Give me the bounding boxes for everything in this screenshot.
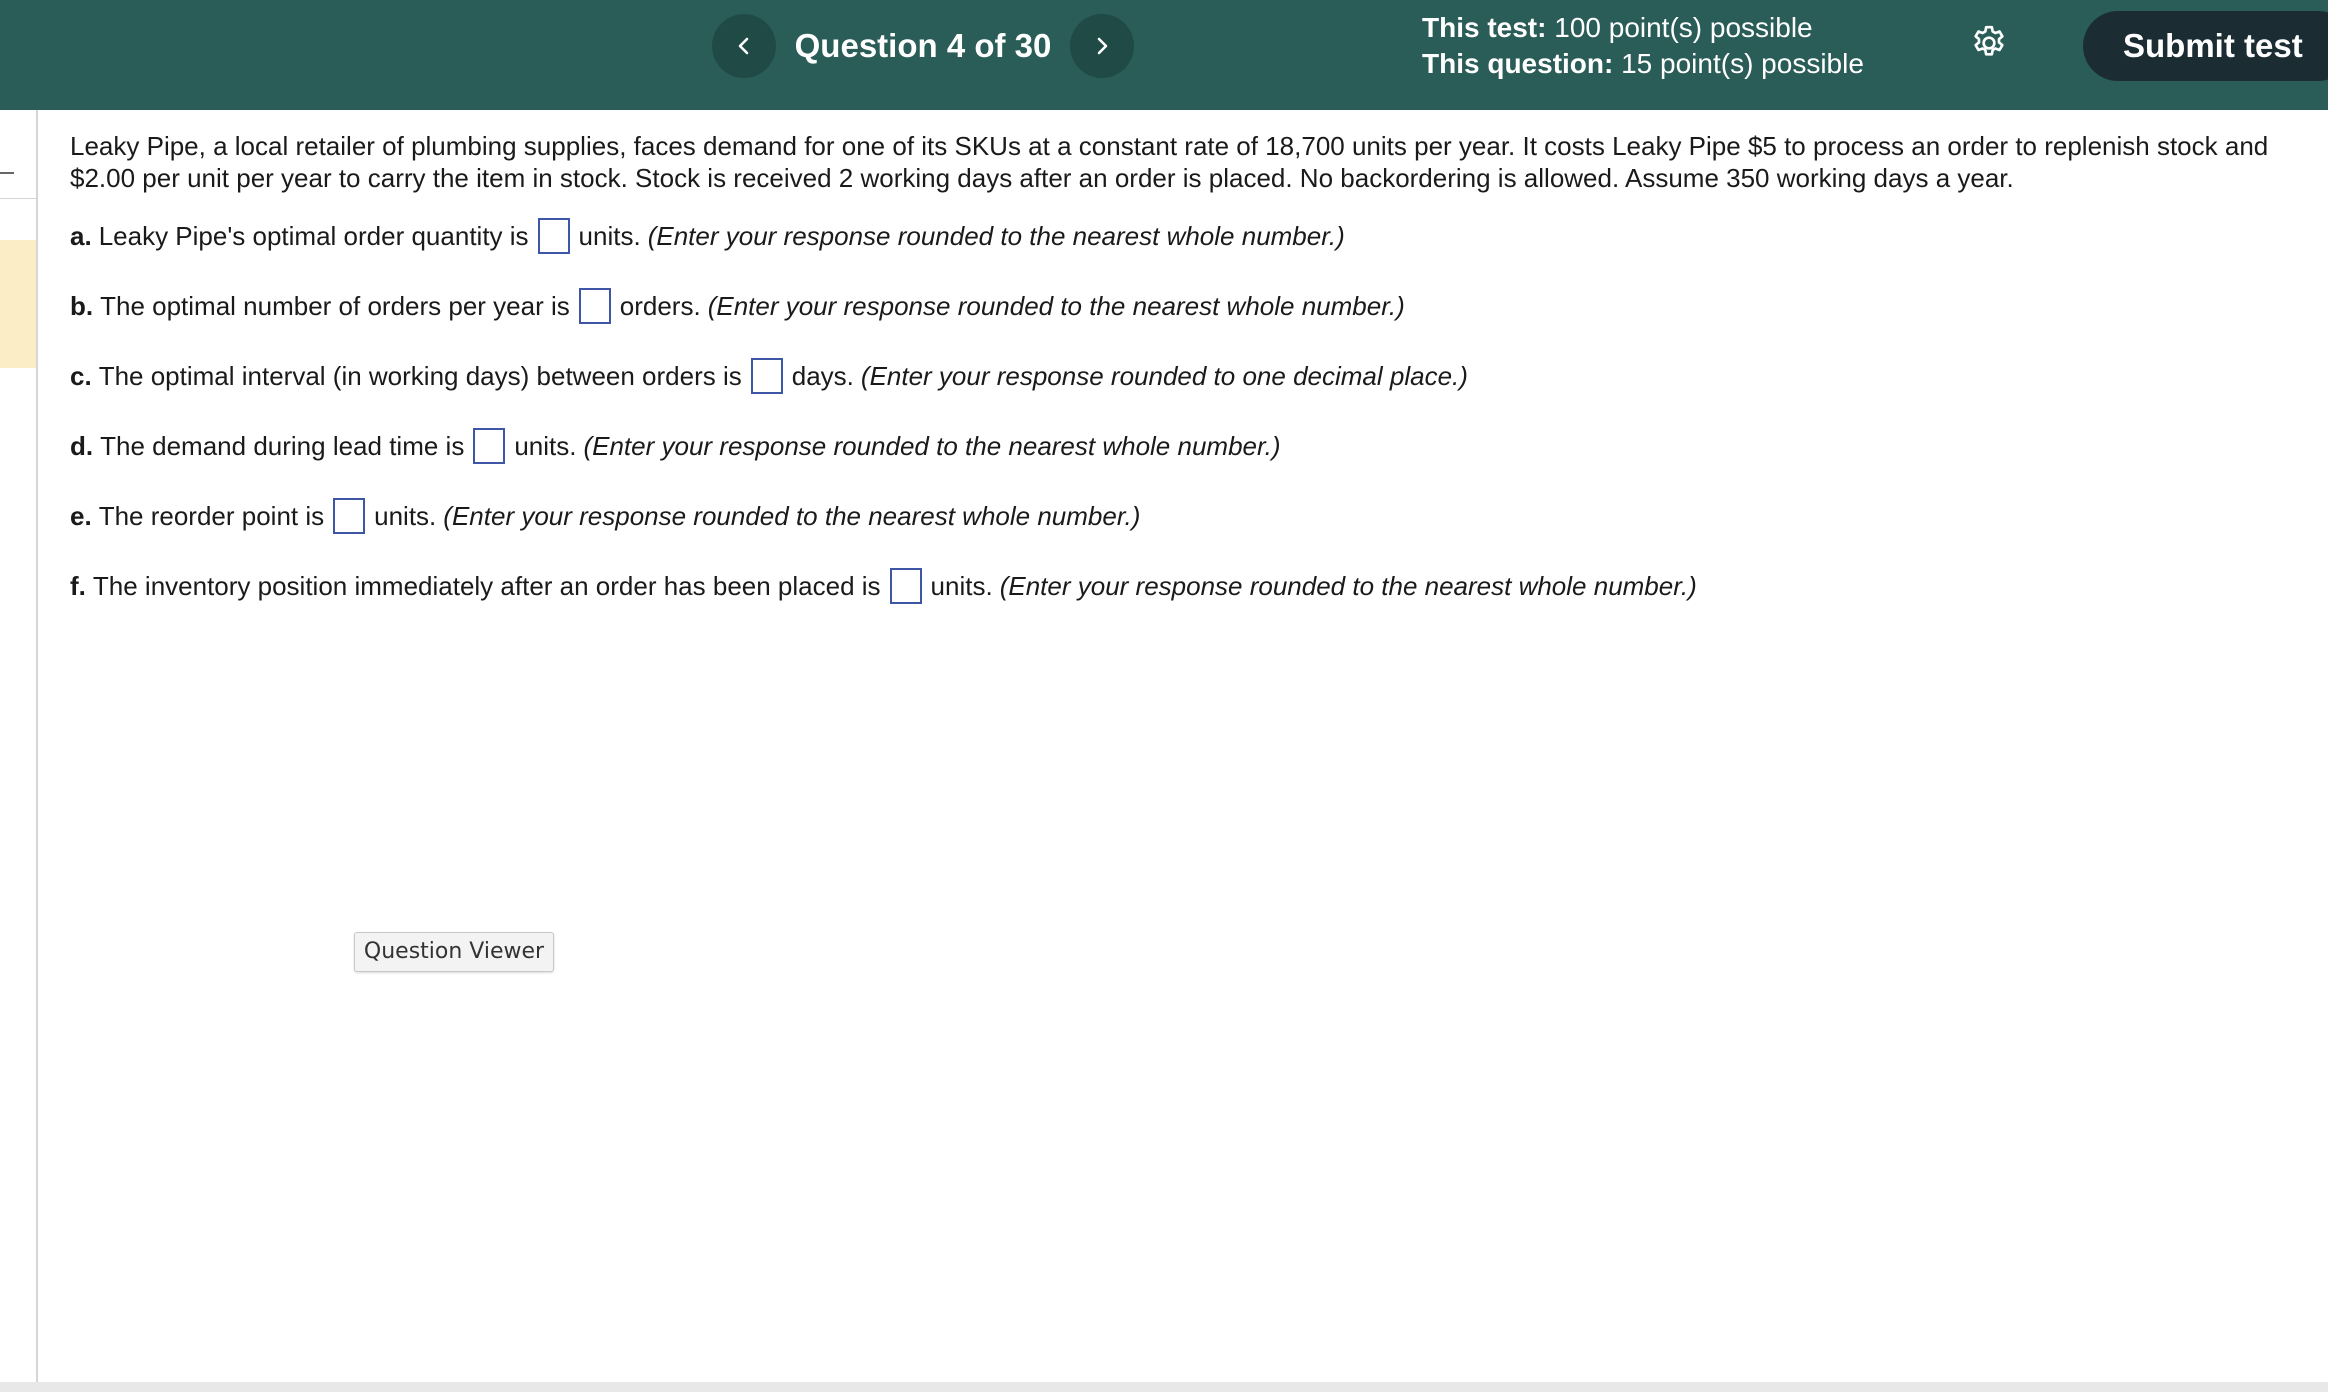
next-question-button[interactable] [1070, 14, 1134, 78]
chevron-right-icon [1092, 36, 1112, 56]
part-hint: (Enter your response rounded to one decimal place.) [860, 361, 1468, 391]
part-text: The optimal number of orders per year is [100, 291, 570, 321]
part-hint: (Enter your response rounded to the nearest whole number.) [647, 221, 1345, 251]
part-hint: (Enter your response rounded to the nearest whole number.) [443, 501, 1141, 531]
answer-input-b[interactable] [579, 288, 611, 324]
this-question-value: 15 point(s) possible [1621, 48, 1864, 79]
part-text: Leaky Pipe's optimal order quantity is [98, 221, 529, 251]
this-question-label: This question: [1422, 48, 1614, 79]
rail-divider [0, 198, 36, 199]
part-unit: orders. [619, 291, 701, 321]
part-text: The optimal interval (in working days) between orders is [98, 361, 742, 391]
question-viewer-button[interactable]: Question Viewer [354, 932, 554, 972]
part-text: The demand during lead time is [100, 431, 465, 461]
part-text: The inventory position immediately after an order has been placed is [92, 571, 881, 601]
this-test-value: 100 point(s) possible [1554, 12, 1813, 43]
left-rail [0, 110, 38, 1382]
part-hint: (Enter your response rounded to the nearest whole number.) [707, 291, 1405, 321]
question-content [70, 130, 2280, 601]
answer-input-c[interactable] [751, 358, 783, 394]
previous-question-button[interactable] [712, 14, 776, 78]
part-text: The reorder point is [98, 501, 325, 531]
part-hint: (Enter your response rounded to the nearest whole number.) [999, 571, 1697, 601]
part-letter: b. [70, 291, 94, 321]
part-hint: (Enter your response rounded to the nearest whole number.) [583, 431, 1281, 461]
chevron-left-icon [734, 36, 754, 56]
answer-input-d[interactable] [473, 428, 505, 464]
part-unit: units. [374, 501, 437, 531]
question-part-a [70, 218, 1345, 254]
rail-collapse-handle[interactable] [0, 172, 14, 174]
question-part-b [70, 288, 1405, 324]
this-question-points [1422, 46, 1864, 82]
part-letter: f. [70, 571, 86, 601]
part-unit: units. [578, 221, 641, 251]
part-unit: days. [791, 361, 854, 391]
top-header [0, 0, 2328, 110]
answer-input-e[interactable] [333, 498, 365, 534]
this-test-points [1422, 10, 1864, 46]
submit-test-button[interactable]: Submit test [2083, 11, 2328, 81]
bottom-scrollbar[interactable] [0, 1382, 2328, 1392]
this-test-label: This test: [1422, 12, 1547, 43]
question-part-f [70, 568, 1697, 604]
question-part-e [70, 498, 1140, 534]
gear-icon [1969, 23, 2009, 63]
rail-current-marker [0, 240, 36, 368]
question-part-d [70, 428, 1281, 464]
answer-input-f[interactable] [890, 568, 922, 604]
question-part-c [70, 358, 1468, 394]
answer-input-a[interactable] [538, 218, 570, 254]
part-letter: c. [70, 361, 92, 391]
points-info [1422, 10, 1864, 82]
question-intro: Leaky Pipe, a local retailer of plumbing supplies, faces demand for one of its SKUs at a constant rate of 18,700 units per year. It costs Leaky Pipe $5 to process an order to replenish stock and $2.00 per unit per year to carry the item in stock. Stock is received 2 working days after an order is placed. No backordering is allowed. Assume 350 working days a year. [70, 131, 2269, 193]
question-title: Question 4 of 30 [794, 27, 1052, 64]
part-unit: units. [514, 431, 577, 461]
settings-button[interactable] [1966, 20, 2012, 66]
part-letter: e. [70, 501, 92, 531]
part-letter: a. [70, 221, 92, 251]
part-unit: units. [930, 571, 993, 601]
part-letter: d. [70, 431, 94, 461]
